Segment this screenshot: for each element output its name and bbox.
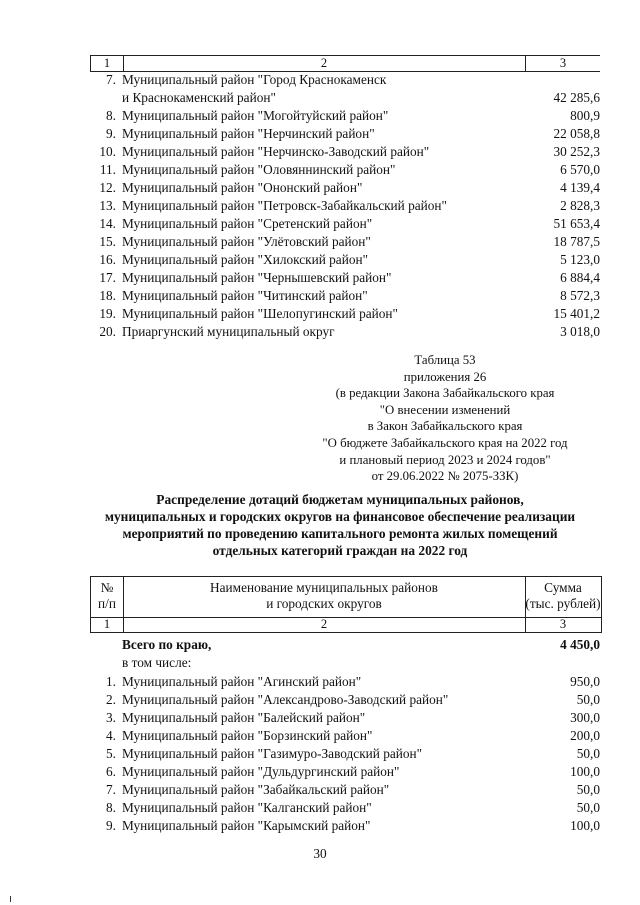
caption-line: "О внесении изменений: [379, 402, 511, 417]
row-value: 100,0: [570, 818, 600, 833]
continuation-table: [90, 55, 600, 339]
row-number: 7.: [106, 72, 116, 87]
row-name: Муниципальный район "Ононский район": [122, 180, 363, 195]
table-row: [90, 745, 600, 763]
row-name: Муниципальный район "Улётовский район": [122, 234, 371, 249]
table-row: [90, 161, 600, 179]
row-value: 950,0: [570, 674, 600, 689]
row-value: 30 252,3: [553, 144, 600, 159]
total-label: Всего по краю,: [122, 637, 212, 652]
table-row: [90, 233, 600, 251]
row-number: 2.: [106, 692, 116, 707]
row-name: Муниципальный район "Калганский район": [122, 800, 372, 815]
header-text: п/п: [98, 596, 116, 611]
title-line: Распределение дотаций бюджетам муниципальных районов,: [156, 492, 524, 507]
row-number: 6.: [106, 764, 116, 779]
table-row: [90, 305, 600, 323]
document-title: [40, 491, 640, 559]
total-value: 4 450,0: [560, 637, 600, 652]
row-number: 8.: [106, 108, 116, 123]
scan-mark: [10, 896, 11, 902]
caption-line: Таблица 53: [414, 353, 476, 367]
row-number: 14.: [99, 216, 116, 231]
row-name: Муниципальный район "Читинский район": [122, 288, 368, 303]
table-row: [90, 709, 600, 727]
row-number: 12.: [99, 180, 116, 195]
row-value: 2 828,3: [560, 198, 600, 213]
row-number: 17.: [99, 270, 116, 285]
table-row: [90, 727, 600, 745]
row-number: 16.: [99, 252, 116, 267]
row-name: Муниципальный район "Хилокский район": [122, 252, 369, 267]
row-value: 42 285,6: [553, 90, 600, 105]
table-row: [90, 269, 600, 287]
row-name: Муниципальный район "Агинский район": [122, 674, 362, 689]
row-number: 19.: [99, 306, 116, 321]
row-number: 3.: [106, 710, 116, 725]
row-number: 7.: [106, 782, 116, 797]
header-name-cell: [123, 580, 525, 612]
caption-line: от 29.06.2022 № 2075-ЗЗК): [371, 469, 519, 484]
col-number-2: 2: [320, 56, 328, 70]
row-value: 6 884,4: [560, 270, 600, 285]
table-row: [90, 781, 600, 799]
main-table-header: [90, 576, 602, 618]
row-name: Муниципальный район "Балейский район": [122, 710, 366, 725]
page-number: 30: [313, 846, 327, 861]
row-name: Муниципальный район "Могойтуйский район": [122, 108, 389, 123]
row-name: Муниципальный район "Забайкальский район": [122, 782, 390, 797]
row-name: Муниципальный район "Петровск-Забайкальский район": [122, 198, 447, 213]
row-value: 3 018,0: [560, 324, 600, 339]
col-number-1: 1: [103, 56, 111, 70]
row-name: Муниципальный район "Чернышевский район": [122, 270, 392, 285]
table-caption: [260, 352, 630, 485]
row-value: 18 787,5: [553, 234, 600, 249]
header-text: Наименование муниципальных районов: [210, 580, 438, 595]
table-row: [90, 691, 600, 709]
row-number: 5.: [106, 746, 116, 761]
row-value: 6 570,0: [560, 162, 600, 177]
caption-line: (в редакции Закона Забайкальского края: [335, 386, 555, 401]
row-name: Муниципальный район "Борзинский район": [122, 728, 373, 743]
row-value: 4 139,4: [560, 180, 600, 195]
col-number-1: 1: [103, 617, 111, 631]
row-value: 800,9: [570, 108, 600, 123]
row-number: 9.: [106, 126, 116, 141]
caption-line: в Закон Забайкальского края: [367, 419, 523, 434]
row-name: Приаргунский муниципальный округ: [122, 324, 335, 339]
row-value: 8 572,3: [560, 288, 600, 303]
table-row: [90, 89, 600, 107]
row-value: 50,0: [576, 746, 600, 761]
table-row: [90, 107, 600, 125]
row-number: 11.: [99, 162, 116, 177]
row-name: Муниципальный район "Дульдургинский район": [122, 764, 400, 779]
row-value: 200,0: [570, 728, 600, 743]
row-name: Муниципальный район "Шелопугинский район": [122, 306, 398, 321]
row-number: 18.: [99, 288, 116, 303]
total-row: [90, 636, 600, 654]
row-name: Муниципальный район "Александрово-Заводский район": [122, 692, 449, 707]
row-value: 5 123,0: [560, 252, 600, 267]
row-name-continued: и Краснокаменский район": [122, 90, 276, 105]
header-text: (тыс. рублей): [525, 596, 601, 611]
header-text: Сумма: [544, 580, 582, 595]
header-sum-cell: [525, 580, 601, 612]
row-number: 9.: [106, 818, 116, 833]
table-row: [90, 71, 600, 89]
row-value: 50,0: [576, 692, 600, 707]
row-number: 15.: [99, 234, 116, 249]
main-table-column-numbers: [90, 617, 602, 633]
row-number: 10.: [99, 144, 116, 159]
row-name: Муниципальный район "Сретенский район": [122, 216, 373, 231]
table-row: [90, 251, 600, 269]
column-number-header: [90, 55, 600, 72]
including-label: в том числе:: [122, 655, 192, 670]
row-value: 300,0: [570, 710, 600, 725]
row-value: 100,0: [570, 764, 600, 779]
table-row: [90, 287, 600, 305]
row-name: Муниципальный район "Оловяннинский район": [122, 162, 396, 177]
col-number-3: 3: [559, 56, 567, 70]
row-number: 8.: [106, 800, 116, 815]
table-row: [90, 799, 600, 817]
table-row: [90, 323, 600, 341]
including-row: [90, 654, 600, 672]
table-row: [90, 763, 600, 781]
row-number: 13.: [99, 198, 116, 213]
row-value: 50,0: [576, 782, 600, 797]
title-line: мероприятий по проведению капитального ремонта жилых помещений: [122, 526, 558, 541]
title-line: муниципальных и городских округов на финансовое обеспечение реализации: [104, 509, 576, 524]
row-value: 51 653,4: [553, 216, 600, 231]
row-value: 15 401,2: [553, 306, 600, 321]
caption-line: "О бюджете Забайкальского края на 2022 год: [322, 435, 568, 450]
row-value: 50,0: [576, 800, 600, 815]
table-row: [90, 143, 600, 161]
table-row: [90, 817, 600, 835]
table-row: [90, 125, 600, 143]
col-number-3: 3: [559, 617, 567, 631]
header-number-cell: [91, 580, 123, 612]
header-text: №: [100, 580, 114, 595]
row-number: 20.: [99, 324, 116, 339]
row-name: Муниципальный район "Нерчинский район": [122, 126, 375, 141]
title-line: отдельных категорий граждан на 2022 год: [212, 543, 468, 558]
table-row: [90, 179, 600, 197]
row-name: Муниципальный район "Карымский район": [122, 818, 371, 833]
table-row: [90, 197, 600, 215]
row-number: 4.: [106, 728, 116, 743]
table-row: [90, 673, 600, 691]
header-text: и городских округов: [266, 596, 382, 611]
caption-line: приложения 26: [403, 369, 487, 384]
row-name: Муниципальный район "Нерчинско-Заводский район": [122, 144, 430, 159]
row-number: 1.: [106, 674, 116, 689]
row-name: Муниципальный район "Газимуро-Заводский район": [122, 746, 423, 761]
col-number-2: 2: [320, 617, 328, 631]
row-value: 22 058,8: [553, 126, 600, 141]
row-name: Муниципальный район "Город Краснокаменск: [122, 72, 387, 87]
table-row: [90, 215, 600, 233]
caption-line: и плановый период 2023 и 2024 годов": [339, 452, 551, 467]
